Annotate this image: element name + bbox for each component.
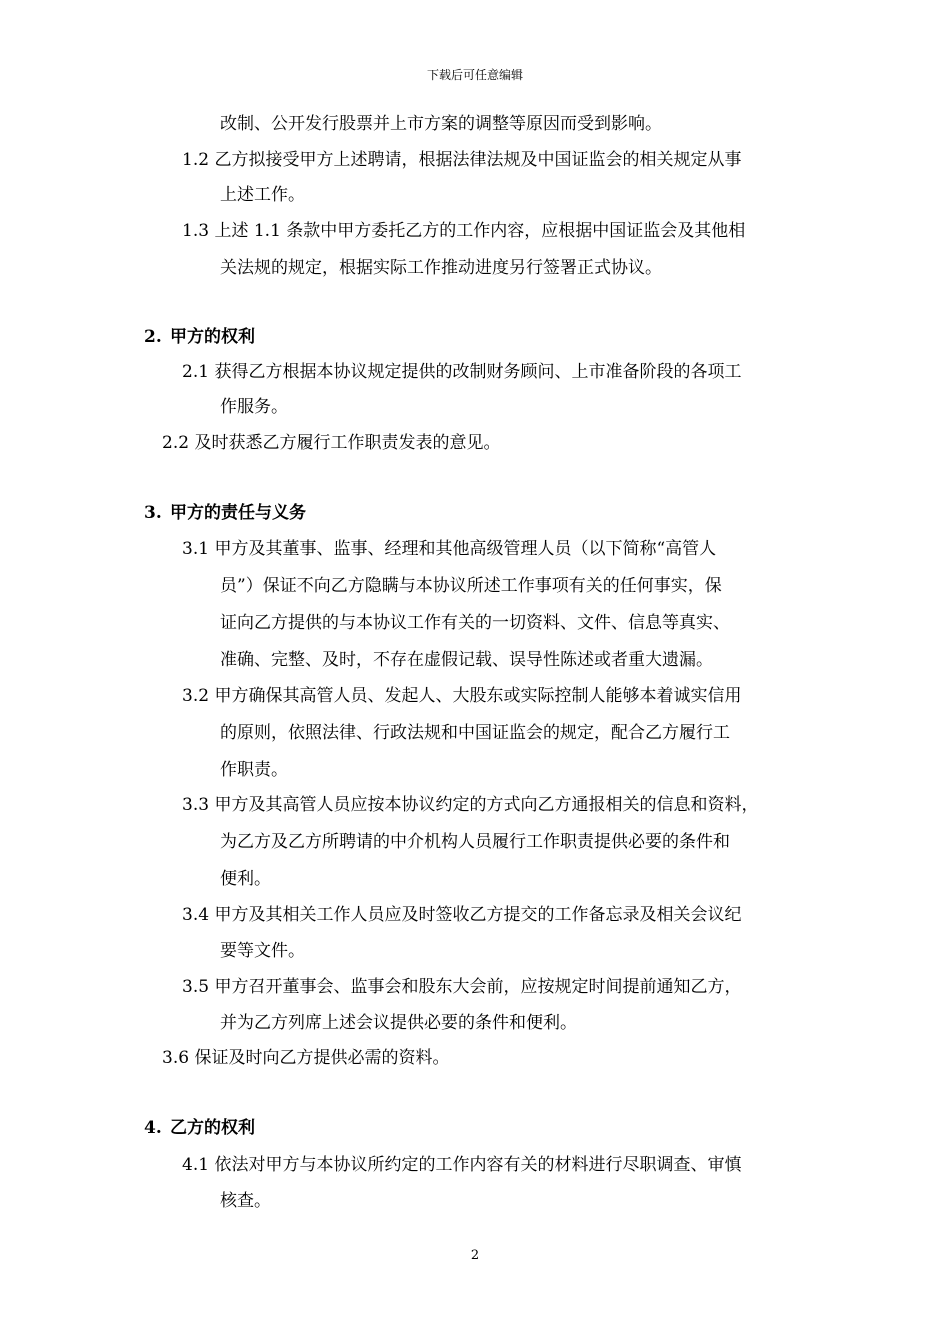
section-heading-3 bbox=[144, 503, 306, 523]
clause-1-3-line: 1.3 上述 1.1 条款中甲方委托乙方的工作内容，应根据中国证监会及其他相 bbox=[182, 221, 746, 241]
section-number: 3. bbox=[144, 503, 162, 523]
section-number: 4. bbox=[144, 1118, 162, 1138]
clause-2-1-line: 2.1 获得乙方根据本协议规定提供的改制财务顾问、上市准备阶段的各项工 bbox=[182, 362, 742, 382]
clause-3-3-line: 便利。 bbox=[220, 869, 271, 889]
clause-3-1-line: 3.1 甲方及其董事、监事、经理和其他高级管理人员（以下简称“高管人 bbox=[182, 539, 717, 559]
clause-3-2-line: 的原则，依照法律、行政法规和中国证监会的规定，配合乙方履行工 bbox=[220, 723, 730, 743]
section-title: 乙方的权利 bbox=[170, 1118, 255, 1138]
clause-4-1-line: 核查。 bbox=[220, 1191, 271, 1211]
clause-2-2-line: 2.2 及时获悉乙方履行工作职责发表的意见。 bbox=[162, 433, 501, 453]
clause-3-3-line: 3.3 甲方及其高管人员应按本协议约定的方式向乙方通报相关的信息和资料， bbox=[182, 795, 759, 815]
clause-3-5-line: 并为乙方列席上述会议提供必要的条件和便利。 bbox=[220, 1013, 577, 1033]
section-number: 2. bbox=[144, 327, 162, 347]
clause-3-2-line: 3.2 甲方确保其高管人员、发起人、大股东或实际控制人能够本着诚实信用 bbox=[182, 686, 742, 706]
clause-3-3-line: 为乙方及乙方所聘请的中介机构人员履行工作职责提供必要的条件和 bbox=[220, 832, 730, 852]
clause-1-2-line: 上述工作。 bbox=[220, 185, 305, 205]
clause-3-6-line: 3.6 保证及时向乙方提供必需的资料。 bbox=[162, 1048, 450, 1068]
clause-3-1-line: 准确、完整、及时，不存在虚假记载、误导性陈述或者重大遗漏。 bbox=[220, 650, 713, 670]
section-heading-2 bbox=[144, 327, 255, 347]
clause-3-1-line: 员”）保证不向乙方隐瞒与本协议所述工作事项有关的任何事实，保 bbox=[220, 576, 722, 596]
clause-3-4-line: 3.4 甲方及其相关工作人员应及时签收乙方提交的工作备忘录及相关会议纪 bbox=[182, 905, 742, 925]
section-title: 甲方的权利 bbox=[170, 327, 255, 347]
page-number: 2 bbox=[470, 1248, 480, 1263]
section-title: 甲方的责任与义务 bbox=[170, 503, 306, 523]
clause-3-2-line: 作职责。 bbox=[220, 760, 288, 780]
clause-1-3-line: 关法规的规定，根据实际工作推动进度另行签署正式协议。 bbox=[220, 258, 662, 278]
clause-3-1-line: 证向乙方提供的与本协议工作有关的一切资料、文件、信息等真实、 bbox=[220, 613, 730, 633]
paragraph-line: 改制、公开发行股票并上市方案的调整等原因而受到影响。 bbox=[220, 114, 662, 134]
clause-3-5-line: 3.5 甲方召开董事会、监事会和股东大会前，应按规定时间提前通知乙方， bbox=[182, 977, 742, 997]
clause-4-1-line: 4.1 依法对甲方与本协议所约定的工作内容有关的材料进行尽职调查、审慎 bbox=[182, 1155, 742, 1175]
clause-2-1-line: 作服务。 bbox=[220, 397, 288, 417]
page-header: 下载后可任意编辑 bbox=[426, 68, 523, 82]
section-heading-4 bbox=[144, 1118, 255, 1138]
clause-1-2-line: 1.2 乙方拟接受甲方上述聘请，根据法律法规及中国证监会的相关规定从事 bbox=[182, 150, 742, 170]
clause-3-4-line: 要等文件。 bbox=[220, 941, 305, 961]
